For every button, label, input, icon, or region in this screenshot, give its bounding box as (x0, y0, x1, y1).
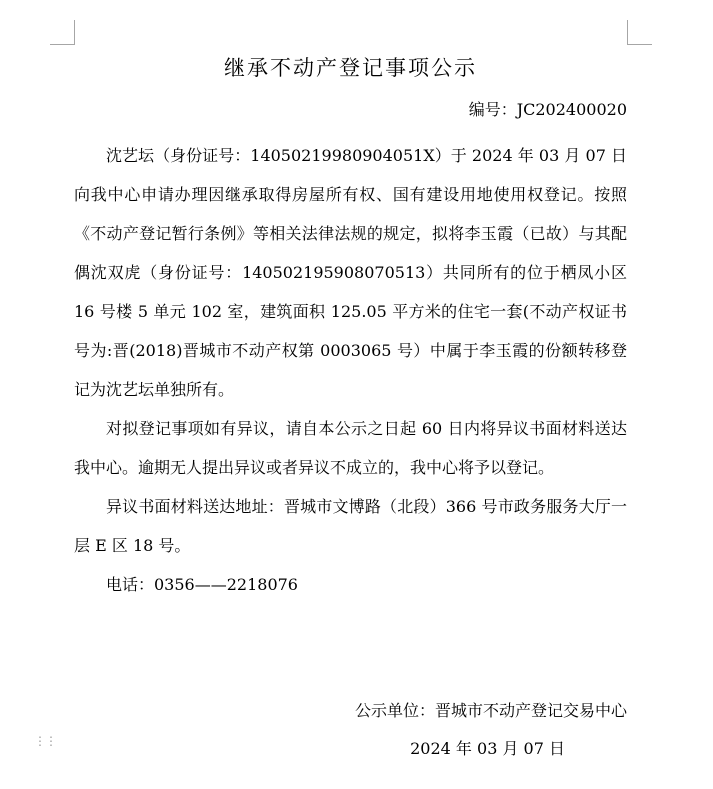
phone-line: 电话：0356——2218076 (106, 575, 298, 594)
issuer-line: 公示单位：晋城市不动产登记交易中心 (354, 701, 627, 720)
page-corner-mark-top-left (50, 20, 75, 45)
paragraph-objection: 对拟登记事项如有异议，请自本公示之日起 60 日内将异议书面材料送达我中心。逾期无人提出异议或者异议不成立的，我中心将予以登记。 (74, 419, 627, 477)
document-number: 编号：JC202400020 (468, 100, 627, 119)
paragraph-application: 沈艺坛（身份证号：14050219980904051X）于 2024 年 03 月 07 日向我中心申请办理因继承取得房屋所有权、国有建设用地使用权登记。按照《不动产登记暂行条例》等相关法律法规的规定，拟将李玉霞（已故）与其配偶沈双虎（身份证号：140502195908070513）共同所有的位于栖凤小区 16 号楼 5 单元 102 室，建筑面积 125.05 平方米的住宅一套(不动产权证书号为:晋(2018)晋城市不动产权第 0003065 号）中属于李玉霞的份额转移登记为沈艺坛单独所有。 (74, 146, 627, 399)
drag-handle-icon[interactable]: ⋮⋮ (34, 734, 56, 748)
issue-date: 2024 年 03 月 07 日 (410, 739, 565, 758)
paragraph-address: 异议书面材料送达地址：晋城市文博路（北段）366 号市政务服务大厅一层 E 区 18 号。 (74, 497, 627, 555)
document-title: 继承不动产登记事项公示 (224, 56, 477, 80)
document-body (74, 136, 627, 604)
page-corner-mark-top-right (627, 20, 652, 45)
